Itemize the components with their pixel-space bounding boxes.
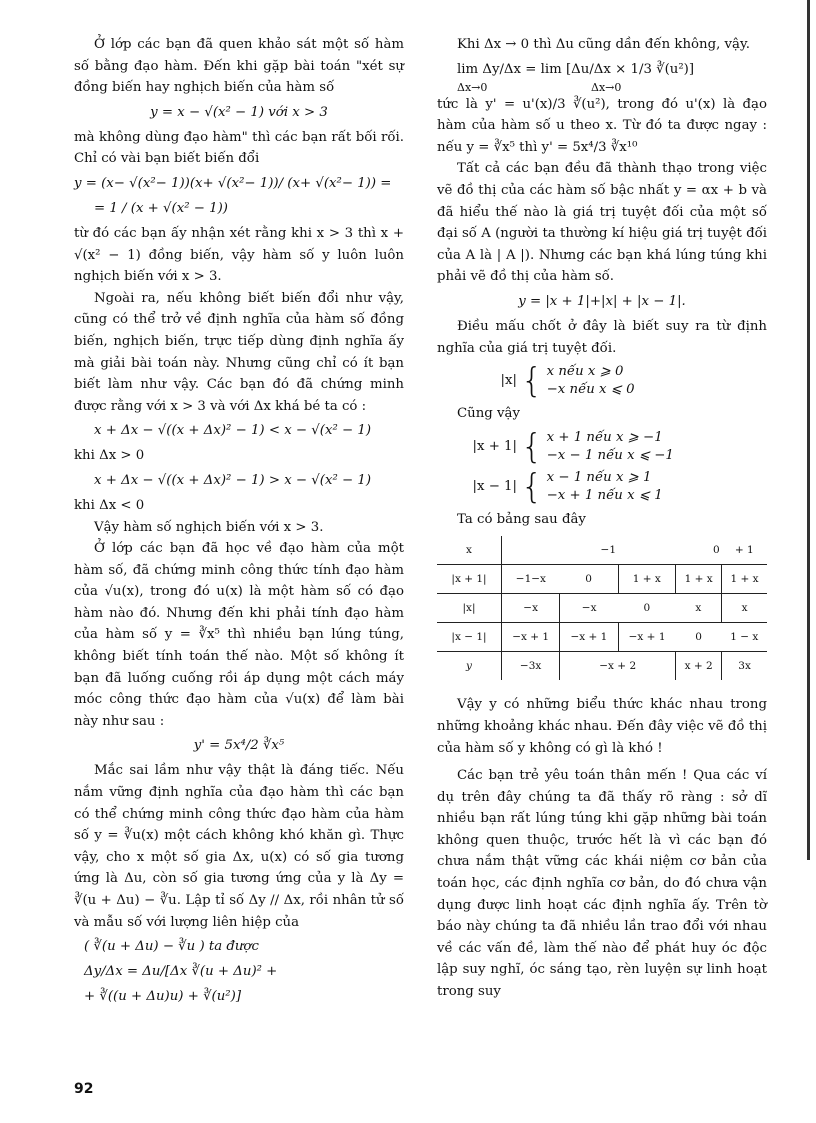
paragraph: Ngoài ra, nếu không biết biến đổi như vậy, cũng có thể trở về định nghĩa của hàm số đồng biến, nghịch biến, trực tiếp dùng định nghĩa ấy mà giải bài toán này. Nhưng cũng chỉ có ít bạn biết làm như vậy. Các bạn đó đã chứng minh được rằng với x > 3 và với Δx khá bé ta có :: [74, 290, 404, 414]
paragraph: Mắc sai lầm như vậy thật là đáng tiếc. Nếu nắm vững định nghĩa của đạo hàm thì các bạn có thể chứng minh công thức đạo hàm của hàm số y = ∛u(x) một cách không khó khăn gì. Thực vậy, cho x một số gia Δx, u(x) có số gia tương ứng là Δu, còn số gia tương ứng của y là Δy = ∛(u + Δu) − ∛u. Lập tỉ số Δy // Δx, rồi nhân tử số và mẫu số với lượng liên hiệp của: [74, 763, 404, 930]
table-cell: −x + 2: [560, 652, 676, 681]
paragraph: Ở lớp các bạn đã quen khảo sát một số hàm số bằng đạo hàm. Đến khi gặp bài toán "xét sự đồng biến hay nghịch biến của hàm số: [74, 37, 404, 96]
cases: [547, 469, 663, 505]
table-cell: 0: [618, 594, 676, 623]
equation: y' = 5x⁴/2 ∛x⁵: [193, 738, 285, 754]
brace: {: [521, 361, 543, 402]
equation: Δy/Δx = Δu/[Δx ∛(u + Δu)² +: [84, 964, 278, 980]
table-cell: + 1: [734, 543, 754, 556]
equation: x + Δx − √((x + Δx)² − 1) < x − √(x² − 1): [94, 423, 372, 439]
cases: [547, 363, 635, 399]
equation: = 1 / (x + √(x² − 1)): [94, 200, 228, 216]
equation: y = (x− √(x²− 1))(x+ √(x²− 1))/ (x+ √(x²− 1)) =: [74, 175, 392, 191]
cases: [547, 429, 674, 465]
table-cell: |x|: [437, 594, 502, 623]
paragraph: Tất cả các bạn đều đã thành thạo trong việc vẽ đồ thị của các hàm số bậc nhất y = αx + b và đã hiểu thế nào là giá trị tuyệt đối của một số đại số A (người ta thường kí hiệu giá trị tuyệt đối của A là | A |). Nhưng các bạn khá lúng túng khi phải vẽ đồ thị của hàm số.: [437, 161, 767, 285]
brace: {: [521, 466, 543, 507]
paragraph: Cũng vậy: [457, 406, 520, 422]
equation: y = |x + 1|+|x| + |x − 1|.: [518, 293, 686, 309]
equation: lim Δy/Δx = lim [Δu/Δx × 1/3 ∛(u²)]: [457, 61, 695, 77]
table-cell: 1 + x: [722, 565, 767, 594]
abs-label: |x + 1|: [472, 438, 517, 454]
table-cell: x: [722, 594, 767, 623]
paragraph: Vậy hàm số nghịch biến với x > 3.: [94, 519, 324, 535]
page-number: 92: [74, 1081, 94, 1097]
paragraph: Các bạn trẻ yêu toán thân mến ! Qua các ví dụ trên đây chúng ta đã thấy rõ ràng : sở dĩ nhiều bạn rất lúng túng khi gặp những bài toán không quen thuộc, trước hết là vì các bạn đó chưa nắm thật vững các khái niệm cơ bản của toán học, các định nghĩa cơ bản, do đó chưa vận dụng được linh hoạt các định nghĩa ấy. Trên tờ báo này chúng ta đã nhiều lần trao đổi với nhau về các vấn đề, làm thế nào để phát huy óc độc lập suy nghĩ, óc sáng tạo, rèn luyện sự linh hoạt trong suy: [437, 768, 767, 1000]
scan-edge-bar: [807, 0, 810, 860]
table-cell: −3x: [502, 652, 560, 681]
table-cell: 1 + x: [618, 565, 676, 594]
left-column: [74, 34, 404, 1011]
case: −x nếu x ⩽ 0: [546, 382, 635, 398]
abs-label: |x|: [500, 373, 517, 389]
table-cell: 0: [712, 543, 720, 556]
sign-table: [437, 536, 767, 680]
table-cell: 0: [560, 565, 618, 594]
paragraph: Ở lớp các bạn đã học về đạo hàm của một hàm số, đã chứng minh công thức tính đạo hàm của √u(x), trong đó u(x) là một hàm số có đạo hàm nào đó. Nhưng đến khi phải tính đạo hàm của hàm số y = ∛x⁵ thì nhiều bạn lúng túng, không biết tính toán thế nào. Một số không ít bạn đã luống cuống rồi áp dụng một cách máy móc công thức đạo hàm của √u(x) để làm bài này như sau :: [74, 541, 404, 729]
equation: y = x − √(x² − 1) với x > 3: [150, 104, 328, 120]
limit-subscript: Δx→0: [457, 80, 488, 94]
paragraph: từ đó các bạn ấy nhận xét rằng khi x > 3 thì x + √(x² − 1) đồng biến, vậy hàm số y luôn luôn nghịch biến với x > 3.: [74, 225, 404, 285]
equation: + ∛((u + Δu)u) + ∛(u²)]: [84, 989, 242, 1005]
abs-definition: [437, 361, 767, 402]
table-cell: −x + 1: [560, 623, 618, 652]
table-cell: x + 2: [676, 652, 722, 681]
table-cell: −1−x: [502, 565, 560, 594]
table-row: [437, 623, 767, 652]
paragraph: tức là y' = u'(x)/3 ∛(u²), trong đó u'(x) là đạo hàm của hàm số u theo x. Từ đó ta được ngay : nếu y = ∛x⁵ thì y' = 5x⁴/3 ∛x¹⁰: [437, 96, 767, 155]
abs-definition: [437, 466, 767, 507]
case: −x + 1 nếu x ⩽ 1: [546, 487, 663, 503]
paragraph: Khi Δx → 0 thì Δu cũng dần đến không, vậy.: [457, 37, 750, 52]
paragraph: mà không dùng đạo hàm" thì các bạn rất bối rối. Chỉ có vài bạn biết biến đổi: [74, 129, 404, 167]
equation: ( ∛(u + Δu) − ∛u ) ta được: [84, 939, 259, 955]
paragraph: Điều mấu chốt ở đây là biết suy ra từ định nghĩa của giá trị tuyệt đối.: [437, 318, 767, 356]
case: x nếu x ⩾ 0: [546, 364, 624, 380]
table-cell: 1 + x: [676, 565, 722, 594]
abs-definition: [437, 426, 767, 467]
table-cell: 3x: [722, 652, 767, 681]
limit-subscript: Δx→0: [591, 80, 622, 94]
table-cell: 1 − x: [722, 623, 767, 652]
case: x + 1 nếu x ⩾ −1: [546, 429, 663, 445]
brace: {: [521, 426, 543, 467]
table-cell: −1: [600, 543, 617, 556]
abs-label: |x − 1|: [472, 478, 517, 494]
table-cell: −x + 1: [618, 623, 676, 652]
paragraph: Ta có bảng sau đây: [457, 511, 586, 527]
right-column: [437, 34, 767, 1003]
table-cell: x: [676, 594, 722, 623]
table-cell: −x: [502, 594, 560, 623]
limit-subscripts: [437, 81, 767, 94]
table-header-row: [437, 536, 767, 565]
table-cell: |x − 1|: [437, 623, 502, 652]
case: −x − 1 nếu x ⩽ −1: [546, 447, 674, 463]
condition: khi Δx > 0: [74, 448, 145, 464]
table-cell: −x: [560, 594, 618, 623]
table-cell: 0: [676, 623, 722, 652]
condition: khi Δx < 0: [74, 497, 145, 513]
table-cell: x: [437, 536, 502, 565]
table-row: [437, 565, 767, 594]
table-cell: |x + 1|: [437, 565, 502, 594]
equation: x + Δx − √((x + Δx)² − 1) > x − √(x² − 1): [94, 472, 372, 488]
paragraph: Vậy y có những biểu thức khác nhau trong những khoảng khác nhau. Đến đây việc vẽ đồ thị của hàm số y không có gì là khó !: [437, 697, 767, 756]
table-row: [437, 652, 767, 681]
table-cell: −x + 1: [502, 623, 560, 652]
table-cell: y: [437, 652, 502, 681]
case: x − 1 nếu x ⩾ 1: [546, 469, 652, 485]
table-row: [437, 594, 767, 623]
